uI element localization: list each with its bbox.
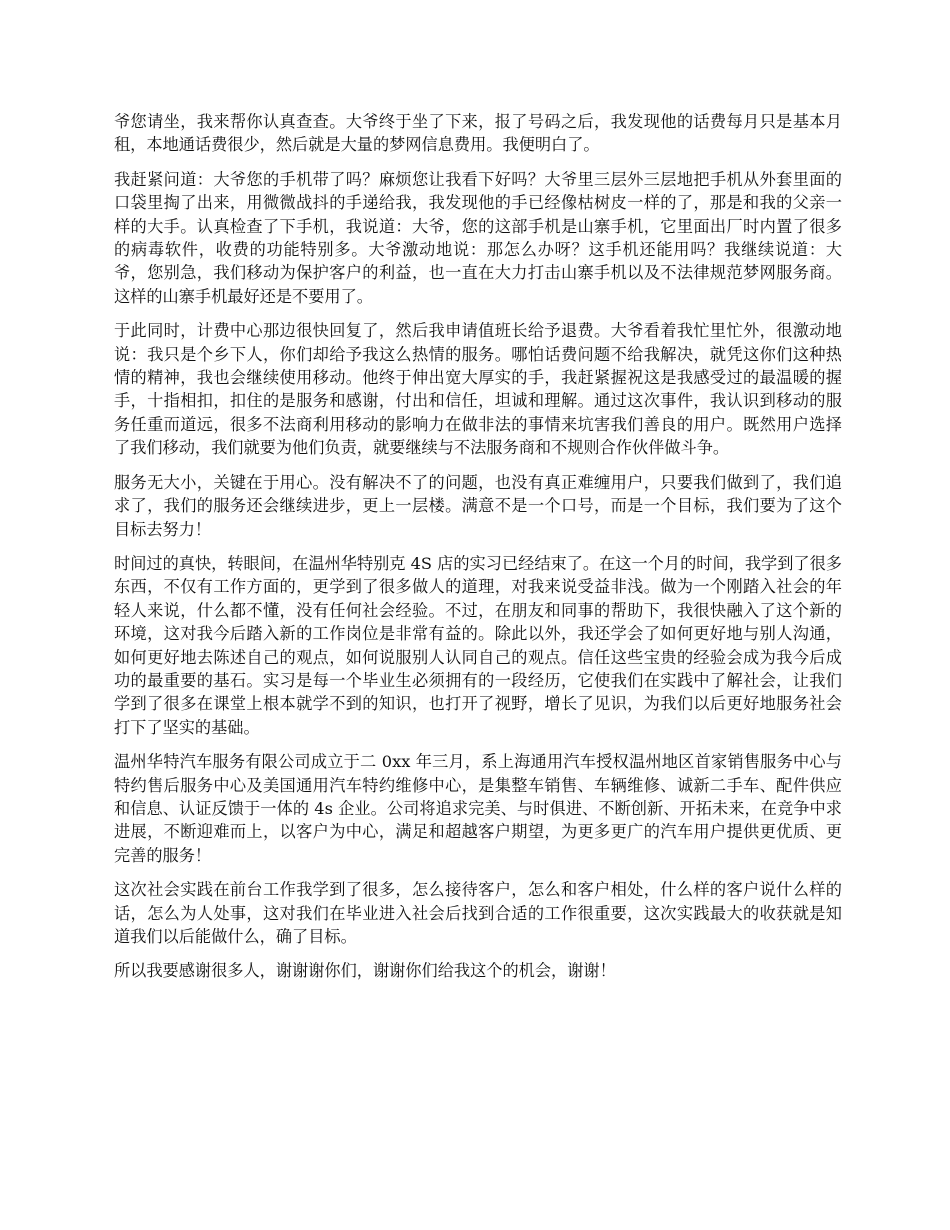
paragraph-1: 爷您请坐，我来帮你认真查查。大爷终于坐了下来，报了号码之后，我发现他的话费每月只是基本月租，本地通话费很少，然后就是大量的梦网信息费用。我便明白了。 [114,112,842,155]
paragraph-7: 这次社会实践在前台工作我学到了很多，怎么接待客户，怎么和客户相处，什么样的客户说什么样的话，怎么为人处事，这对我们在毕业进入社会后找到合适的工作很重要，这次实践最大的收获就是知道我们以后能做什么，确了目标。 [114,880,842,946]
paragraph-4: 服务无大小，关键在于用心。没有解决不了的问题，也没有真正难缠用户，只要我们做到了，我们追求了，我们的服务还会继续进步，更上一层楼。满意不是一个口号，而是一个目标，我们要为了这个目标去努力！ [114,472,842,539]
paragraph-6: 温州华特汽车服务有限公司成立于二 0xx 年三月，系上海通用汽车授权温州地区首家销售服务中心与特约售后服务中心及美国通用汽车特约维修中心，是集整车销售、车辆维修、诚新二手车、配件供应和信息、认证反馈于一体的 4s 企业。公司将追求完美、与时俱进、不断创新、开拓未来，在竞争中求进展，不断迎难而上，以客户为中心，满足和超越客户期望，为更多更广的汽车用户提供更优质、更完善的服务！ [114,752,842,865]
paragraph-2: 我赶紧问道：大爷您的手机带了吗？麻烦您让我看下好吗？大爷里三层外三层地把手机从外套里面的口袋里掏了出来，用微微战抖的手递给我，我发现他的手已经像枯树皮一样的了，那是和我的父亲一样的大手。认真检查了下手机，我说道：大爷，您的这部手机是山寨手机，它里面出厂时内置了很多的病毒软件，收费的功能特别多。大爷激动地说：那怎么办呀？这手机还能用吗？我继续说道：大爷，您别急，我们移动为保护客户的利益，也一直在大力打击山寨手机以及不法律规范梦网服务商。这样的山寨手机最好还是不要用了。 [114,169,842,306]
paragraph-5: 时间过的真快，转眼间，在温州华特别克 4S 店的实习已经结束了。在这一个月的时间，我学到了很多东西，不仅有工作方面的，更学到了很多做人的道理，对我来说受益非浅。做为一个刚踏入社会的年轻人来说，什么都不懂，没有任何社会经验。不过，在朋友和同事的帮助下，我很快融入了这个新的环境，这对我今后踏入新的工作岗位是非常有益的。除此以外，我还学会了如何更好地与别人沟通，如何更好地去陈述自己的观点，如何说服别人认同自己的观点。信任这些宝贵的经验会成为我今后成功的最重要的基石。实习是每一个毕业生必须拥有的一段经历，它使我们在实践中了解社会，让我们学到了很多在课堂上根本就学不到的知识，也打开了视野，增长了见识，为我们以后更好地服务社会打下了坚实的基础。 [114,553,842,737]
document-body [114,110,842,994]
paragraph-8: 所以我要感谢很多人，谢谢谢你们，谢谢你们给我这个的机会，谢谢！ [114,961,616,981]
paragraph-3: 于此同时，计费中心那边很快回复了，然后我申请值班长给予退费。大爷看着我忙里忙外，很激动地说：我只是个乡下人，你们却给予我这么热情的服务。哪怕话费问题不给我解决，就凭这你们这种热情的精神，我也会继续使用移动。他终于伸出宽大厚实的手，我赶紧握祝这是我感受过的最温暖的握手，十指相扣，扣住的是服务和感谢，付出和信任，坦诚和理解。通过这次事件，我认识到移动的服务任重而道远，很多不法商利用移动的影响力在做非法的事情来坑害我们善良的用户。既然用户选择了我们移动，我们就要为他们负责，就要继续与不法服务商和不规则合作伙伴做斗争。 [114,321,842,458]
